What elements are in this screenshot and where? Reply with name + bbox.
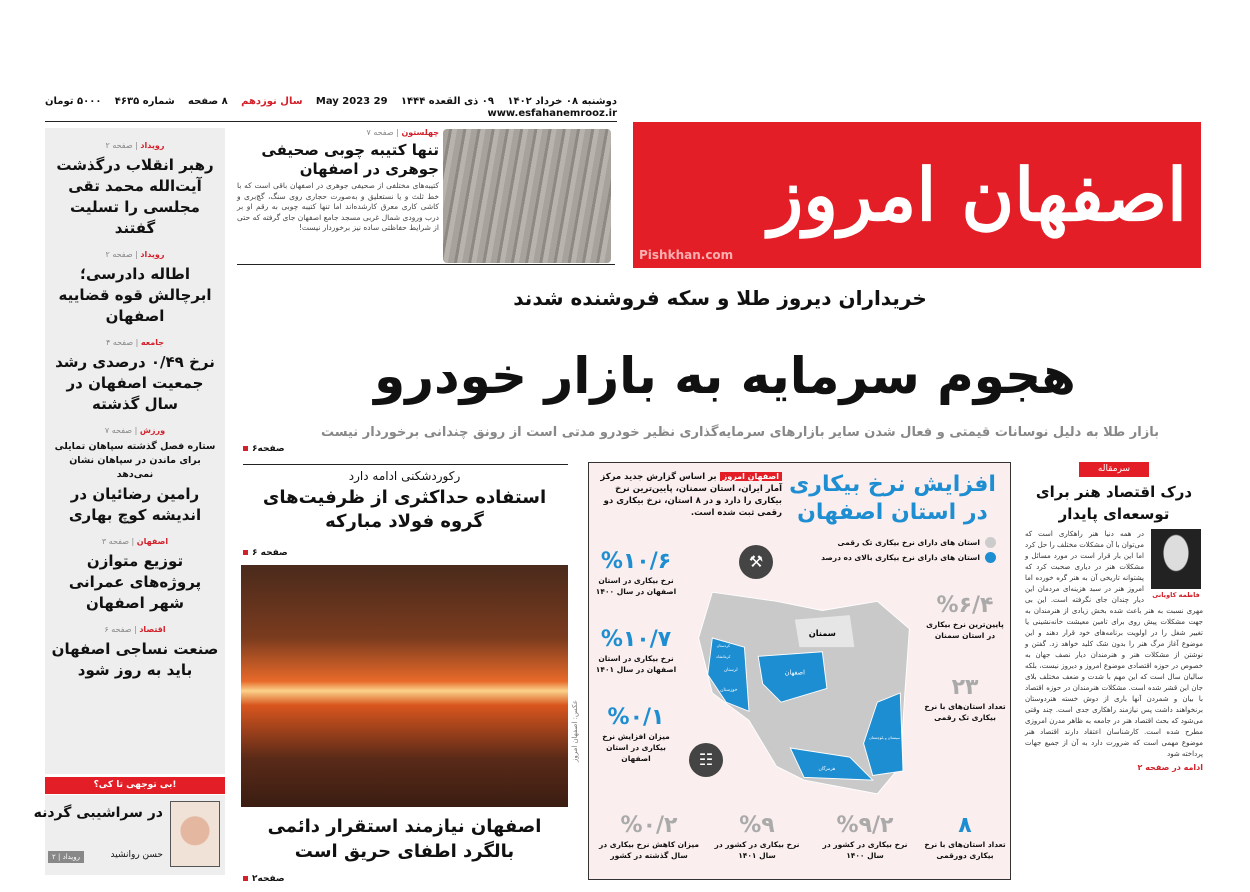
main-page-ref[interactable]: صفحه۶: [243, 444, 285, 454]
stat-country-1400: %۹/۲ نرخ بیکاری در کشور در سال ۱۴۰۰: [822, 813, 908, 860]
stat-double-digit: ۸ تعداد استان‌های با نرخ بیکاری دورقمی: [924, 813, 1006, 860]
stat-semnan: %۶/۴ پایین‌ترین نرخ بیکاری در استان سمنان: [926, 593, 1004, 640]
main-lead: بازار طلا به دلیل نوسانات قیمتی و فعال شدن سایر بازارهای سرمایه‌گذاری نظیر خودرو مدتی است از رونق چندانی برخوردار نیست: [321, 425, 1159, 440]
column-box[interactable]: [33, 795, 225, 875]
sidebar-item[interactable]: رویداد | صفحه ۲ رهبر انقلاب درگذشت آیت‌الله محمد تقی مجلسی را تسلیت گفتند: [51, 140, 219, 239]
infographic-intro: اصفهان امروزبر اساس گزارش جدید مرکز آمار ایران، استان سمنان، پایین‌ترین نرخ بیکاری را دارد و در ۸ استان، نرخ بیکاری دو رقمی ثبت شده است.: [600, 472, 782, 518]
inscription-photo: [443, 129, 611, 263]
map-label-isfahan: اصفهان: [784, 668, 805, 677]
column-page-tag[interactable]: رویداد | ۲: [48, 851, 84, 863]
sidebar-title: اطاله دادرسی؛ ابرچالش قوه قضاییه اصفهان: [58, 265, 212, 325]
map-label-khuzestan: خوزستان: [720, 688, 738, 694]
continued-link[interactable]: ادامه در صفحه ۲: [1137, 763, 1203, 772]
people-chart-icon: ☷: [689, 743, 723, 777]
sidebar-title: صنعت نساجی اصفهان باید به روز شود: [51, 640, 219, 679]
steel-mill-photo: [241, 565, 568, 807]
legend-item: استان های دارای نرخ بیکاری تک رقمی: [821, 537, 996, 548]
feature-title[interactable]: تنها کتیبه چوبی صحیفی جوهری در اصفهان: [261, 141, 439, 178]
page-count: ۸ صفحه: [188, 96, 228, 107]
steel-story[interactable]: [241, 468, 568, 534]
sidebar-title: توزیع متوازن پروژه‌های عمرانی شهر اصفهان: [68, 552, 202, 612]
sidebar-item[interactable]: اقتصاد | صفحه ۶ صنعت نساجی اصفهان باید به روز شود: [51, 625, 219, 679]
fire-page-ref[interactable]: صفحه۲: [243, 874, 285, 884]
dateline: [45, 96, 617, 120]
column-title[interactable]: در سراشیبی گردنه: [33, 805, 163, 821]
author-photo: [170, 801, 220, 867]
stat-isfahan-increase: %۰/۱ میزان افزایش نرخ بیکاری در استان اصفهان: [602, 705, 670, 763]
map-label-semnan: سمنان: [808, 628, 836, 639]
watermark: Pishkhan.com: [639, 248, 734, 262]
map-legend: [821, 537, 996, 567]
map-label-hormozgan: هرمزگان: [818, 767, 836, 772]
volume-year: سال نوزدهم: [241, 96, 303, 107]
infographic-logo: اصفهان امروز: [720, 472, 782, 481]
sidebar-item[interactable]: اصفهان | صفحه ۳ توزیع متوازن پروژه‌های عمرانی شهر اصفهان: [51, 536, 219, 614]
worker-icon: ⚒: [739, 545, 773, 579]
legend-item: استان های دارای نرخ بیکاری بالای ده درصد: [821, 552, 996, 563]
editorial-author: فاطمه کاویانی: [1152, 591, 1200, 599]
steel-page-ref[interactable]: صفحه ۶: [243, 548, 288, 558]
map-label-kurdistan: کردستان: [716, 644, 731, 649]
unemployment-infographic: [588, 462, 1011, 880]
stat-country-decrease: %۰/۲ میزان کاهش نرخ بیکاری در سال گذشته در کشور: [598, 813, 700, 860]
masthead-logo: [633, 122, 1201, 268]
map-label-kermanshah: کرمانشاه: [716, 655, 731, 660]
feature-body: کتیبه‌های مختلفی از صحیفی جوهری در اصفهان باقی است که با خط ثلث و یا نستعلیق و به‌صورت حجاری روی سنگ، گچ‌بری و کاشی کاری معرق کارشده‌اند اما تنها کتیبه چوبی به رقم او بر درب ورودی شمال غربی مسجد جامع اصفهان جای گرفته که حتی از شرایط حفاظتی ساده نیز برخوردار نیست!: [237, 181, 439, 232]
sidebar-item[interactable]: ورزش | صفحه ۷ ستاره فصل گذشته سپاهان تمایلی برای ماندن در سپاهان نشان نمی‌دهد رامین رضائیان در اندیشه کوچ بهاری: [51, 425, 219, 526]
website-link[interactable]: www.esfahanemrooz.ir: [487, 108, 617, 119]
stat-single-digit: ۲۳ تعداد استان‌های با نرخ بیکاری تک رقمی: [924, 675, 1006, 722]
map-label-sistan: سیستان و بلوچستان: [869, 735, 901, 740]
feature-kicker: چهلستون | صفحه ۷: [366, 128, 439, 137]
sidebar-title: رامین رضائیان در اندیشه کوچ بهاری: [68, 485, 202, 524]
stat-isfahan-1400: %۱۰/۶ نرخ بیکاری در استان اصفهان در سال ۱۴۰۰: [595, 549, 677, 596]
main-headline[interactable]: هجوم سرمایه به بازار خودرو: [374, 347, 1076, 405]
steel-title[interactable]: استفاده حداکثری از ظرفیت‌های گروه فولاد مبارکه: [262, 487, 547, 532]
sidebar: [45, 128, 225, 774]
sidebar-item[interactable]: رویداد | صفحه ۲ اطاله دادرسی؛ ابرچالش قوه قضاییه اصفهان: [51, 249, 219, 327]
sidebar-item[interactable]: جامعه | صفحه ۴ نرخ ۰/۴۹ درصدی رشد جمعیت اصفهان در سال گذشته: [51, 337, 219, 415]
stat-country-1401: %۹ نرخ بیکاری در کشور در سال ۱۴۰۱: [714, 813, 800, 860]
top-feature[interactable]: [237, 127, 615, 265]
iran-map: [689, 583, 919, 803]
sidebar-title: نرخ ۰/۴۹ درصدی رشد جمعیت اصفهان در سال گذشته: [55, 353, 215, 413]
date-hijri: ۰۹ ذی القعده ۱۴۴۴: [400, 96, 494, 107]
issue-number: شماره ۴۶۳۵: [114, 96, 175, 107]
steel-kicker: رکوردشکنی ادامه دارد: [348, 469, 461, 483]
price: ۵۰۰۰ تومان: [45, 96, 102, 107]
column-banner: بی توجهی تا کی؟!: [45, 777, 225, 794]
date-persian: دوشنبه ۰۸ خرداد ۱۴۰۲: [507, 96, 617, 107]
editorial-body: در همه دنیا هنر راهکاری است که می‌توان با آن مشکلات مختلف را حل کرد اما این بار قرار است در مورد مسائل و مشکلات هنر در دیاری صحبت کرد که پشتوانه تاریخی آن به هنر گره خورده اما امروز هنر در سبد هزینه‌ای مردمان این دیار چندان جای نگرفته است. این بی مهری نسبت به هنر باعث شده بخش زیادی از هنرمندان به جهت مشکلات پیش روی برای تامین معیشت خانه‌نشینی یا تغییر شغل را در اولویت برنامه‌های خود قرار دهند و این موضوع آغاز مرگ هنر را بدون شک کلید خواهد زد. گفتن و نوشتن از مشکلات هنر و هنرمندان دیار نصف جهان به خصوص در حوزه اقتصادی موضوع امروز و دیروز نیست، بلکه سالیان سال است که این مهم با شدت و ضعف مختلف بلای جان این قشر شده است. مشکلات هنرمندان در حوزه اقتصاد با بیان و شمردن آنها باری از دوش خسته هنردوستان برنخواهند داشت پس نیازمند راهکاری جدی است. چند وقتی می‌شود که بحث اقتصاد هنر در جامعه به ظاهر مدرن امروزی مطرح شده است. کارشناسان اعتقاد دارند اقتصاد هنر موضوع مهمی است که ضرورت دارد به آن از جمیع جهات پرداخته شود: [1025, 530, 1203, 758]
fire-story-title[interactable]: اصفهان نیازمند استقرار دائمی بالگرد اطفای حریق است: [267, 816, 542, 862]
sidebar-subtitle: ستاره فصل گذشته سپاهان تمایلی برای ماندن در سپاهان نشان نمی‌دهد: [54, 441, 216, 480]
column-author: حسن روانشید: [110, 850, 163, 860]
photo-credit: عکس: اصفهان امروز: [571, 700, 579, 763]
map-label-lorestan: لرستان: [723, 668, 738, 673]
author-portrait: [1151, 529, 1201, 589]
logo-text: اصفهان امروز: [768, 152, 1187, 237]
editorial-label: سرمقاله: [1079, 462, 1149, 477]
header-rule: [45, 121, 617, 122]
editorial-title[interactable]: درک اقتصاد هنر برای توسعه‌ای پایدار: [1035, 483, 1193, 523]
stat-isfahan-1401: %۱۰/۷ نرخ بیکاری در استان اصفهان در سال ۱۴۰۱: [595, 627, 677, 674]
date-gregorian: 29 May 2023: [315, 96, 388, 107]
infographic-title: افزایش نرخ بیکاری در استان اصفهان: [789, 472, 996, 525]
divider: [243, 464, 568, 465]
editorial: [1025, 462, 1203, 880]
author-box: [1149, 529, 1203, 600]
main-subhead: خریداران دیروز طلا و سکه فروشنده شدند: [513, 286, 927, 310]
sidebar-title: رهبر انقلاب درگذشت آیت‌الله محمد تقی مجلسی را تسلیت گفتند: [56, 156, 214, 237]
